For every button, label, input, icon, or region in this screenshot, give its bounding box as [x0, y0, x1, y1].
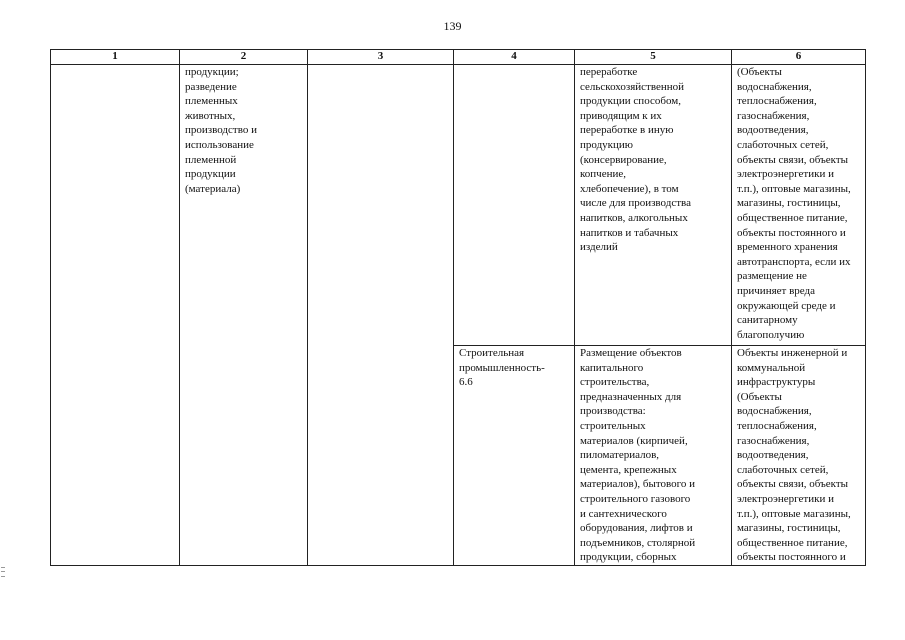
activity-type-name: Строительная промышленность- 6.6 [459, 347, 545, 389]
column-header-6: 6 [732, 50, 866, 65]
page-number: 139 [443, 19, 462, 33]
table-cell-col4 [454, 346, 575, 566]
table-cell-col3 [308, 65, 454, 566]
activity-description: Размещение объектов капитального строительства, предназначенных для производства: строительных материалов (кирпичей, пиломатериалов, цемента, крепежных материалов), бытового и строительного газового и сантехнического оборудования, лифтов и подъемников, столярной продукции, сборных [580, 347, 696, 564]
auxiliary-uses: Объекты инженерной и коммунальной инфраструктуры (Объекты водоснабжения, теплоснабжения, газоснабжения, водоотведения, слаботочных сетей, объекты связи, объекты электроэнергетики и т.п.), оптовые магазины, магазины, гостиницы, общественное питание, объекты постоянного и [737, 347, 851, 564]
column-header-3: 3 [308, 50, 454, 65]
column-header-5: 5 [575, 50, 732, 65]
table-row [51, 65, 866, 346]
table-cell-col6 [732, 346, 866, 566]
cell-text-col6: (Объекты водоснабжения, теплоснабжения, газоснабжения, водоотведения, слаботочных сетей, объекты связи, объекты электроэнергетики и т.п.), оптовые магазины, магазины, гостиницы, общественное питание, объекты постоянного и временного хранения автотранспорта, если их размещение не причиняет вреда окружающей среде и санитарному благополучию [737, 66, 851, 341]
column-header-2: 2 [180, 50, 308, 65]
margin-mark [1, 567, 5, 577]
column-header-4: 4 [454, 50, 575, 65]
land-use-table [50, 49, 866, 566]
cell-text-col2: продукции; разведение племенных животных, производство и использование племенной продукции (материала) [185, 66, 257, 195]
table-cell-col4 [454, 65, 575, 346]
table-header-row [51, 50, 866, 65]
table-cell-col5 [575, 65, 732, 346]
table-cell-col5 [575, 346, 732, 566]
table-cell-col1 [51, 65, 180, 566]
table-cell-col6 [732, 65, 866, 346]
cell-text-col5: переработке сельскохозяйственной продукции способом, приводящим к их переработке в иную продукцию (консервирование, копчение, хлебопечение), в том числе для производства напитков, алкогольных напитков и табачных изделий [580, 66, 691, 254]
column-header-1: 1 [51, 50, 180, 65]
table-cell-col2 [180, 65, 308, 566]
